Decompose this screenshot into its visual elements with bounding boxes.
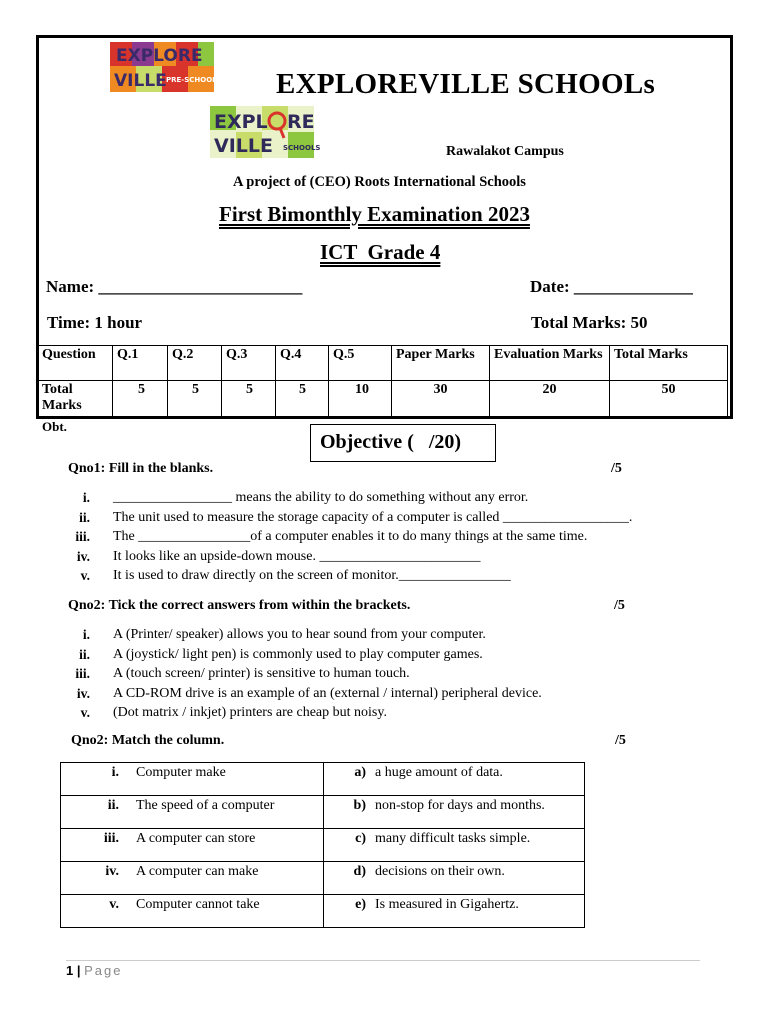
project-line: A project of (CEO) Roots International Schools (233, 174, 526, 190)
left-text: Computer make (136, 765, 226, 780)
left-column-cell (61, 763, 324, 796)
q3-marks: /5 (615, 733, 626, 748)
left-text: A computer can make (136, 864, 259, 879)
item-number: iii. (75, 529, 90, 544)
school-name: EXPLOREVILLE SCHOOLs (276, 68, 656, 100)
list-item (60, 705, 700, 725)
q1-title: Qno1: Fill in the blanks. (68, 461, 214, 476)
right-text: decisions on their own. (375, 864, 505, 879)
table-row (61, 862, 585, 895)
table-row (61, 895, 585, 928)
row-number: ii. (107, 798, 119, 813)
page-label: Page (84, 963, 123, 978)
header-cell: Evaluation Marks (490, 346, 610, 381)
item-text: A (joystick/ light pen) is commonly used to play computer games. (113, 646, 483, 662)
svg-text:EXPLORE: EXPLORE (116, 46, 203, 66)
objective-heading: Objective ( /20) (310, 424, 496, 462)
marks-header-row (38, 346, 728, 381)
list-item (60, 549, 700, 569)
item-text: It is used to draw directly on the screen of monitor.________________ (113, 568, 511, 583)
right-text: a huge amount of data. (375, 765, 503, 780)
subject-grade: ICT Grade 4 (320, 240, 441, 264)
header-cell: Q.1 (113, 346, 168, 381)
q2-list (60, 627, 700, 725)
q2-marks: /5 (614, 598, 625, 613)
right-text: Is measured in Gigahertz. (375, 897, 519, 912)
right-column-cell (324, 862, 585, 895)
table-row (61, 796, 585, 829)
header-cell: Question (38, 346, 113, 381)
value-cell: 5 (168, 381, 222, 418)
value-cell: 30 (392, 381, 490, 418)
svg-text:EXPL: EXPL (214, 111, 268, 133)
left-text: Computer cannot take (136, 897, 260, 912)
row-number: i. (111, 765, 119, 780)
item-text: A (Printer/ speaker) allows you to hear sound from your computer. (113, 627, 486, 642)
date-field[interactable]: Date: ______________ (530, 277, 693, 296)
row-number: iii. (103, 831, 119, 846)
right-column-cell (324, 829, 585, 862)
list-item (60, 490, 700, 510)
left-column-cell (61, 862, 324, 895)
marks-value-row (38, 381, 728, 418)
list-item (60, 666, 700, 686)
svg-text:SCHOOLS: SCHOOLS (283, 144, 321, 152)
svg-text:VILLE: VILLE (214, 135, 273, 157)
svg-text:VILLE: VILLE (114, 71, 167, 91)
right-text: non-stop for days and months. (375, 798, 545, 813)
q1-list (60, 490, 700, 588)
list-item (60, 686, 700, 706)
left-column-cell (61, 829, 324, 862)
left-text: A computer can store (136, 831, 256, 846)
list-item (60, 529, 700, 549)
list-item (60, 647, 700, 667)
q2-title: Qno2: Tick the correct answers from within the brackets. (68, 598, 411, 613)
q3-title: Qno2: Match the column. (71, 733, 225, 748)
header-cell: Q.4 (276, 346, 329, 381)
item-text: A CD-ROM drive is an example of an (external / internal) peripheral device. (113, 685, 542, 701)
item-number: iii. (75, 666, 90, 681)
total-marks-label: Total Marks: 50 (531, 313, 648, 332)
header-cell: Q.2 (168, 346, 222, 381)
item-number: ii. (79, 646, 90, 662)
value-cell: 50 (610, 381, 728, 418)
row-label: Total Marks (38, 381, 113, 418)
row-letter: a) (354, 765, 366, 780)
item-number: iv. (76, 548, 90, 564)
right-column-cell (324, 763, 585, 796)
item-number: iv. (76, 685, 90, 701)
marks-table (37, 345, 728, 418)
item-text: (Dot matrix / inkjet) printers are cheap but noisy. (113, 705, 387, 720)
item-text: A (touch screen/ printer) is sensitive to human touch. (113, 666, 410, 681)
item-number: v. (80, 568, 90, 583)
header-cell: Q.3 (222, 346, 276, 381)
left-column-cell (61, 895, 324, 928)
row-letter: c) (355, 831, 366, 846)
q1-marks: /5 (611, 461, 622, 476)
exam-title: First Bimonthly Examination 2023 (219, 202, 530, 226)
school-logo-preschool (110, 42, 222, 94)
page-footer (66, 963, 122, 978)
table-row (61, 763, 585, 796)
time-label: Time: 1 hour (47, 313, 143, 332)
value-cell: 10 (329, 381, 392, 418)
header-cell: Paper Marks (392, 346, 490, 381)
row-number: iv. (105, 864, 119, 879)
item-number: ii. (79, 509, 90, 525)
item-number: i. (82, 490, 90, 505)
match-table (60, 762, 585, 928)
svg-text:RE: RE (287, 111, 315, 133)
row-letter: d) (353, 864, 366, 879)
value-cell: 5 (276, 381, 329, 418)
right-column-cell (324, 796, 585, 829)
header-cell: Total Marks (610, 346, 728, 381)
item-text: The ________________of a computer enables it to do many things at the same time. (113, 529, 588, 544)
name-field[interactable]: Name: ________________________ (46, 277, 303, 296)
obtained-label: Obt. (42, 419, 67, 434)
campus-name: Rawalakot Campus (446, 144, 564, 159)
row-letter: e) (355, 897, 366, 912)
table-row (61, 829, 585, 862)
list-item (60, 510, 700, 530)
left-text: The speed of a computer (136, 798, 275, 813)
value-cell: 20 (490, 381, 610, 418)
row-letter: b) (353, 798, 366, 813)
footer-divider (66, 960, 700, 961)
left-column-cell (61, 796, 324, 829)
item-number: i. (82, 627, 90, 642)
row-number: v. (109, 897, 119, 912)
header-cell: Q.5 (329, 346, 392, 381)
item-text: The unit used to measure the storage capacity of a computer is called __________________. (113, 509, 633, 525)
page-number: 1 | (66, 963, 81, 978)
list-item (60, 627, 700, 647)
item-text: _________________ means the ability to do something without any error. (113, 490, 529, 505)
school-logo (210, 106, 321, 158)
list-item (60, 568, 700, 588)
right-column-cell (324, 895, 585, 928)
item-text: It looks like an upside-down mouse. _______________________ (113, 548, 481, 564)
svg-text:PRE-SCHOOLS: PRE-SCHOOLS (166, 76, 222, 84)
value-cell: 5 (222, 381, 276, 418)
value-cell: 5 (113, 381, 168, 418)
item-number: v. (80, 705, 90, 720)
right-text: many difficult tasks simple. (375, 831, 531, 846)
